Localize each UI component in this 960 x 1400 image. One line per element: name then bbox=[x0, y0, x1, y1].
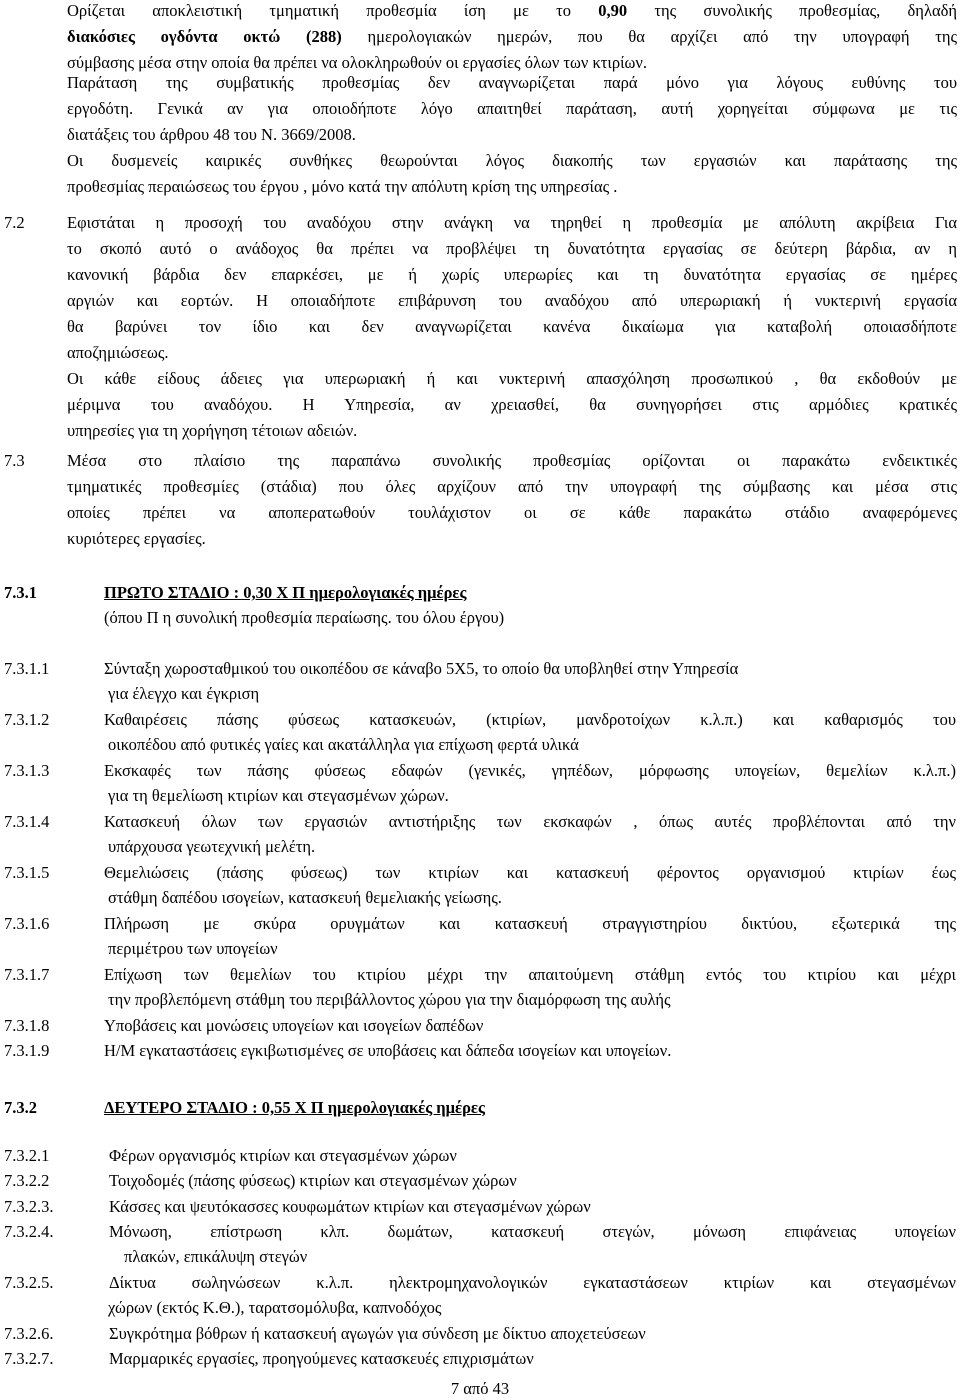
section-7-3-body: Μέσα στο πλαίσιο της παραπάνω συνολικής προθεσμίας ορίζονται οι παρακάτω ενδεικτικές τμηματικές προθεσμίες (στάδια) που όλες αρχίζουν από την υπογραφή της σύμβασης και μέσα στις οποίες πρέπει να αποπερατωθούν τουλάχιστον οι σε κάθε παρακάτω στάδιο αναφερόμενες κυριότερες εργασίες. bbox=[67, 451, 957, 548]
stage-1-title: ΠΡΩΤΟ ΣΤΑΔΙΟ : 0,30 Χ Π ημερολογιακές ημέρες bbox=[104, 583, 467, 602]
intro-paragraph-1: Ορίζεται αποκλειστική τμηματική προθεσμία ίση με το 0,90 της συνολικής προθεσμίας, δηλαδή διακόσιες ογδόντα οκτώ (288) ημερολογιακών ημερών, που θα αρχίζει από την υπογραφή της σύμβασης μέσα στην οποία θα πρέπει να ολοκληρωθούν οι εργασίες όλων των κτιρίων. bbox=[67, 1, 957, 72]
intro-paragraph-2: Παράταση της συμβατικής προθεσμίας δεν αναγνωρίζεται παρά μόνο για λόγους ευθύνης του εργοδότη. Γενικά αν για οποιοδήποτε λόγο απαιτηθεί παράταση, αυτή χορηγείται σύμφωνα με τις διατάξεις του άρθρου 48 του Ν. 3669/2008. bbox=[67, 73, 957, 144]
page-number: 7 από 43 bbox=[450, 1379, 510, 1398]
section-number: 7.3 bbox=[4, 451, 25, 470]
section-7-2-body: Εφιστάται η προσοχή του αναδόχου στην ανάγκη να τηρηθεί η προθεσμία με απόλυτη ακρίβεια Για το σκοπό αυτό ο ανάδοχος θα πρέπει να προβλέψει τη δυνατότητα εργασίας σε δεύτερη βάρδια, αν η κανονική βάρδια δεν επαρκέσει, με ή χωρίς υπερωρίες και τη δυνατότητα εργασίας σε ημέρες αργιών και εορτών. Η οποιαδήποτε επιβάρυνση του αναδόχου από υπερωριακή ή νυκτερινή εργασία θα βαρύνει τον ίδιο και δεν αναγνωρίζεται κανένα δικαίωμα για καταβολή οποιασδήποτε αποζημιώσεως. Οι κάθε είδους άδειες για υπερωριακή ή και νυκτερινή απασχόληση προσωπικού , θα εκδοθούν με μέριμνα του αναδόχου. Η Υπηρεσία, αν χρειασθεί, θα συνηγορήσει στις αρμόδιες κρατικές υπηρεσίες για τη χορήγηση τέτοιων αδειών. bbox=[67, 213, 957, 440]
intro-paragraph-3: Οι δυσμενείς καιρικές συνθήκες θεωρούνται λόγος διακοπής των εργασιών και παράτασης της προθεσμίας περαιώσεως του έργου , μόνο κατά την απόλυτη κρίση της υπηρεσίας . bbox=[67, 151, 957, 196]
document-page: Ορίζεται αποκλειστική τμηματική προθεσμία ίση με το 0,90 της συνολικής προθεσμίας, δηλαδή διακόσιες ογδόντα οκτώ (288) ημερολογιακών ημερών, που θα αρχίζει από την υπογραφή της σύμβασης μέσα στην οποία θα πρέπει να ολοκληρωθούν οι εργασίες όλων των κτιρίων. Παράταση της συμβατικής προθεσμίας δεν αναγνωρίζεται παρά μόνο για λόγους ευθύνης του εργοδότη. Γενικά αν για οποιοδήποτε λόγο απαιτηθεί παράταση, αυτή χορηγείται σύμφωνα με τις διατάξεις του άρθρου 48 του Ν. 3669/2008. Οι δυσμενείς καιρικές συνθήκες θεωρούνται λόγος διακοπής των εργασιών και παράτασης της προθεσμίας περαιώσεως του έργου , μόνο κατά την απόλυτη κρίση της υπηρεσίας . 7.2 Εφιστάται η προσοχή του αναδόχου στην ανάγκη να τηρηθεί η προθεσμία με απόλυτη ακρίβεια Για το σκοπό αυτό ο ανάδοχος θα πρέπει να προβλέψει τη δυνατότητα εργασίας σε δεύτερη βάρδια, αν η κανονική βάρδια δεν επαρκέσει, με ή χωρίς υπερωρίες και τη δυνατότητα εργασίας σε ημέρες αργιών και εορτών. Η οποιαδήποτε επιβάρυνση του αναδόχου από υπερωριακή ή νυκτερινή εργασία θα βαρύνει τον ίδιο και δεν αναγνωρίζεται κανένα δικαίωμα για καταβολή οποιασδήποτε αποζημιώσεως. Οι κάθε είδους άδειες για υπερωριακή ή και νυκτερινή απασχόληση προσωπικού , θα εκδοθούν με μέριμνα του αναδόχου. Η Υπηρεσία, αν χρειασθεί, θα συνηγορήσει στις αρμόδιες κρατικές υπηρεσίες για τη χορήγηση τέτοιων αδειών. 7.3 Μέσα στο πλαίσιο της παραπάνω συνολικής προθεσμίας ορίζονται οι παρακάτω ενδεικτικές τμηματικές προθεσμίες (στάδια) που όλες αρχίζουν από την υπογραφή της σύμβασης και μέσα στις οποίες πρέπει να αποπερατωθούν τουλάχιστον οι σε κάθε παρακάτω στάδιο αναφερόμενες κυριότερες εργασίες. 7.3.1 ΠΡΩΤΟ ΣΤΑΔΙΟ : 0,30 Χ Π ημερολογιακές ημέρες (όπου Π η συνολική προθεσμία περαίωσης. του όλου έργου) 7.3.1.1 Σύνταξη χωροσταθμικού του οικοπέδου σε κάναβο 5Χ5, το οποίο θα υποβληθεί στην Υπηρεσία για έλεγχο και έγκριση 7.3.1.2 Καθαιρέσεις πάσης φύσεως κατασκευών, (κτιρίων, μανδροτοίχων κ.λ.π.) και καθαρισμός του οικοπέδου από φυτικές γαίες και ακατάλληλα για επίχωση φερτά υλικά 7.3.1.3 Εκσκαφές των πάσης φύσεως εδαφών (γενικές, γηπέδων, μόρφωσης υπογείων, θεμελίων κ.λ.π.) για τη θεμελίωση κτιρίων και στεγασμένων χώρων. 7.3.1.4 Κατασκευή όλων των εργασιών αντιστήριξης των εκσκαφών , όπως αυτές προβλέπονται από την υπάρχουσα γεωτεχνική μελέτη. 7.3.1.5 Θεμελιώσεις (πάσης φύσεως) των κτιρίων και κατασκευή φέροντος οργανισμού κτιρίων έως στάθμη δαπέδου ισογείων, κατασκευή θεμελιακής γείωσης. 7.3.1.6 Πλήρωση με σκύρα ορυγμάτων και κατασκευή στραγγιστηρίου δικτύου, εξωτερικά της περιμέτρου των υπογείων 7.3.1.7 Επίχωση των θεμελίων του κτιρίου μέχρι την απαιτούμενη στάθμη εντός του κτιρίου και μέχρι την προβλεπόμενη στάθμη του περιβάλλοντος χώρου για την διαμόρφωση της αυλής 7.3.1.8 Υποβάσεις και μονώσεις υπογείων και ισογείων δαπέδων 7.3.1.9 Η/Μ εγκαταστάσεις εγκιβωτισμένες σε υποβάσεις και δάπεδα ισογείων και υπογείων. 7.3.2 ΔΕΥΤΕΡΟ ΣΤΑΔΙΟ : 0,55 Χ Π ημερολογιακές ημέρες 7.3.2.1 Φέρων οργανισμός κτιρίων και στεγασμένων χώρων 7.3.2.2 Τοιχοδομές (πάσης φύσεως) κτιρίων και στεγασμένων χώρων 7.3.2.3. Κάσσες και ψευτόκασσες κουφωμάτων κτιρίων και στεγασμένων χώρων 7.3.2.4. Μόνωση, επίστρωση κλπ. δωμάτων, κατασκευή στεγών, μόνωση επιφάνειας υπογείων πλακών, επικάλυψη στεγών 7.3.2.5. Δίκτυα σωληνώσεων κ.λ.π. ηλεκτρομηχανολογικών εγκαταστάσεων κτιρίων και στεγασμένων χώρων (εκτός Κ.Θ.), ταρατσομόλυβα, καπνοδόχος 7.3.2.6. Συγκρότημα βόθρων ή κατασκευή αγωγών για σύνδεση με δίκτυο αποχετεύσεων 7.3.2.7. Μαρμαρικές εργασίες, προηγούμενες κατασκευές επιχρισμάτων 7 από 43 bbox=[0, 0, 960, 1398]
section-number: 7.2 bbox=[4, 213, 25, 232]
stage-2-title: ΔΕΥΤΕΡΟ ΣΤΑΔΙΟ : 0,55 Χ Π ημερολογιακές ημέρες bbox=[104, 1098, 485, 1117]
